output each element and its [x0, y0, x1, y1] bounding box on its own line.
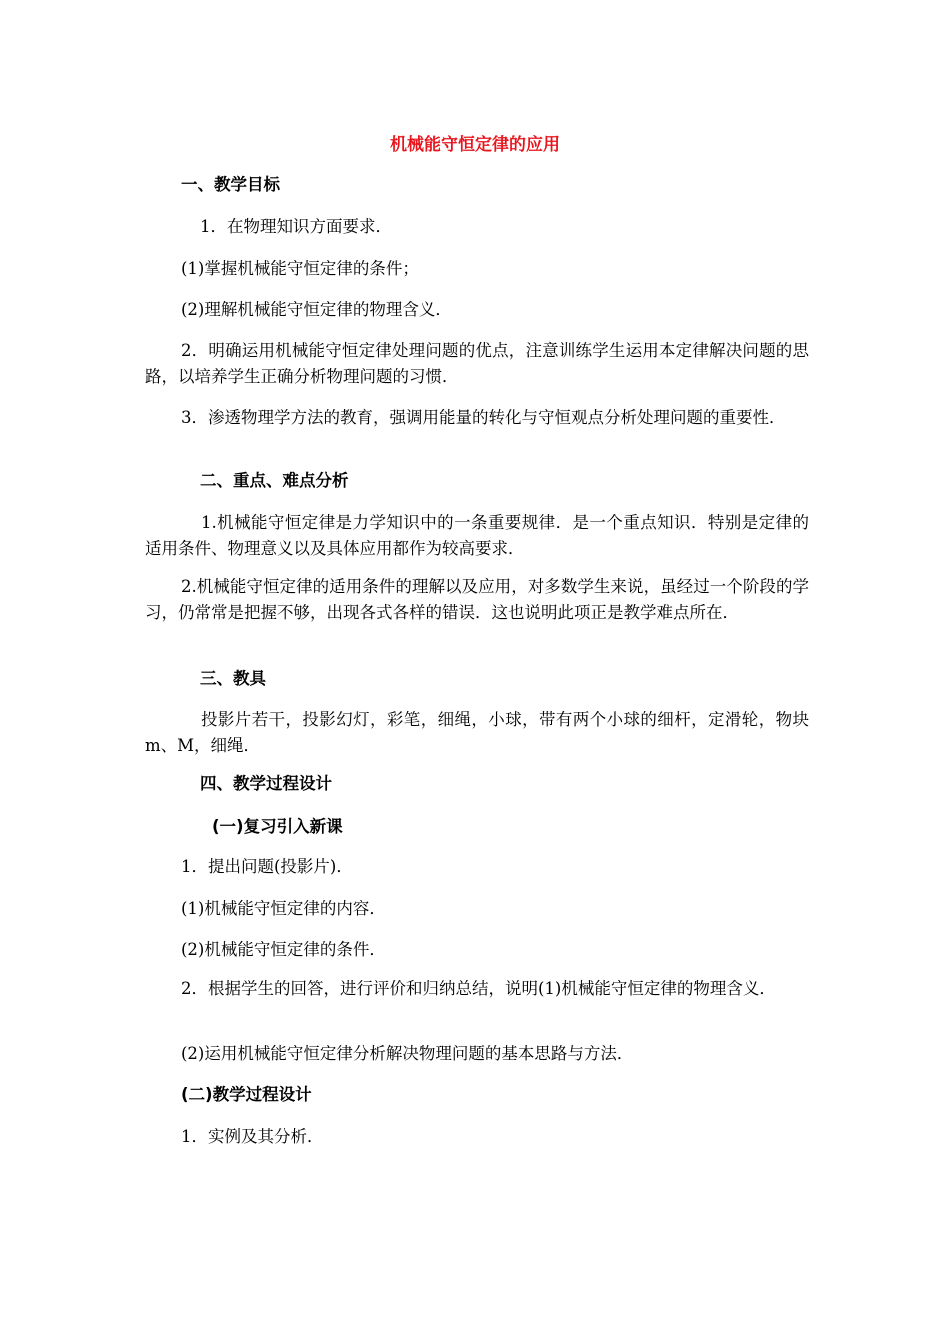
objective-item-3: 3．渗透物理学方法的教育，强调用能量的转化与守恒观点分析处理问题的重要性． — [181, 408, 786, 427]
review-item-1-sub-2: (2)机械能守恒定律的条件． — [181, 940, 386, 959]
teaching-aids-list: 投影片若干，投影幻灯，彩笔，细绳，小球，带有两个小球的细杆，定滑轮，物块m、M，细绳． — [145, 710, 809, 755]
review-item-2: 2．根据学生的回答，进行评价和归纳总结，说明(1)机械能守恒定律的物理含义． — [181, 979, 776, 998]
subsection-heading-review: (一)复习引入新课 — [212, 817, 343, 836]
objective-item-2: 2．明确运用机械能守恒定律处理问题的优点，注意训练学生运用本定律解决问题的思路，以培养学生正确分析物理问题的习惯． — [145, 341, 809, 386]
review-item-1: 1．提出问题(投影片)． — [181, 857, 353, 876]
key-point-item-2: 2.机械能守恒定律的适用条件的理解以及应用，对多数学生来说，虽经过一个阶段的学习，仍常常是把握不够，出现各式各样的错误．这也说明此项正是教学难点所在． — [145, 577, 809, 622]
review-item-2-sub-2: (2)运用机械能守恒定律分析解决物理问题的基本思路与方法． — [181, 1044, 634, 1063]
section-heading-objectives: 一、教学目标 — [181, 175, 280, 194]
subsection-heading-process: (二)教学过程设计 — [181, 1085, 312, 1104]
section-heading-process-design: 四、教学过程设计 — [200, 774, 332, 793]
section-heading-teaching-aids: 三、教具 — [200, 669, 266, 688]
section-heading-key-points: 二、重点、难点分析 — [200, 471, 349, 490]
objective-item-1-sub-2: (2)理解机械能守恒定律的物理含义． — [181, 300, 452, 319]
document-title: 机械能守恒定律的应用 — [390, 135, 560, 155]
key-point-item-1: 1.机械能守恒定律是力学知识中的一条重要规律．是一个重点知识．特别是定律的适用条件、物理意义以及具体应用都作为较高要求． — [145, 513, 809, 558]
review-item-1-sub-1: (1)机械能守恒定律的内容． — [181, 899, 386, 918]
process-item-1: 1．实例及其分析． — [181, 1127, 324, 1146]
objective-item-1: 1．在物理知识方面要求． — [200, 217, 392, 236]
objective-item-1-sub-1: (1)掌握机械能守恒定律的条件； — [181, 259, 419, 278]
